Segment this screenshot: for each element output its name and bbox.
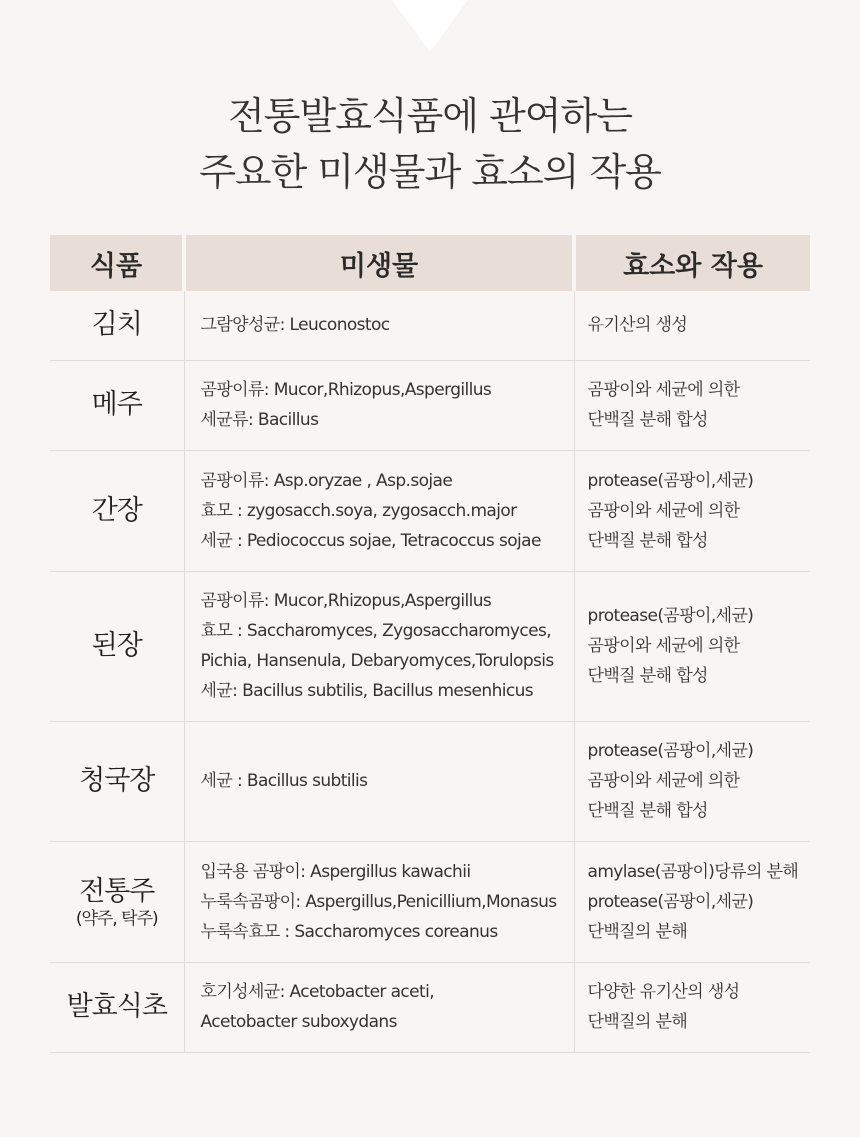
enzyme-line: amylase(곰팡이)당류의 분해	[587, 861, 799, 882]
enzyme-cell	[574, 571, 810, 721]
enzyme-line: protease(곰팡이,세균)	[587, 606, 754, 626]
enzyme-line: 단백질의 분해	[587, 1012, 688, 1032]
microbe-cell	[184, 571, 574, 721]
food-cell	[50, 450, 184, 571]
enzyme-line: 단백질 분해 합성	[587, 666, 708, 686]
microbe-line: 세균 : Pediococcus sojae, Tetracoccus sojae	[200, 530, 541, 551]
enzyme-cell	[574, 721, 810, 841]
microbe-line: 곰팡이류: Mucor,Rhizopus,Aspergillus	[200, 591, 492, 611]
food-name: 청국장	[79, 765, 155, 796]
microbe-line: 그람양성균: Leuconostoc	[200, 315, 390, 336]
table-header-row	[50, 235, 810, 291]
enzyme-line: 단백질 분해 합성	[587, 530, 708, 551]
table-row	[50, 962, 810, 1052]
enzyme-cell	[574, 291, 810, 360]
header-microbes: 미생물	[184, 235, 574, 291]
enzyme-line: 유기산의 생성	[587, 315, 688, 336]
food-cell	[50, 962, 184, 1052]
enzyme-cell	[574, 841, 810, 962]
food-cell	[50, 571, 184, 721]
fermentation-table	[50, 235, 810, 1053]
microbe-line: 누룩속곰팡이: Aspergillus,Penicillium,Monasus	[200, 891, 557, 912]
microbe-cell	[184, 721, 574, 841]
food-name: 김치	[91, 309, 142, 341]
table-row	[50, 360, 810, 450]
header-enzymes: 효소와 작용	[574, 235, 810, 291]
enzyme-line: 다양한 유기산의 생성	[587, 982, 740, 1002]
page-title	[0, 88, 860, 200]
top-notch-decoration	[392, 0, 468, 52]
table-row	[50, 841, 810, 962]
microbe-line: Pichia, Hansenula, Debaryomyces,Torulopsis	[200, 651, 554, 671]
microbe-line: 곰팡이류: Asp.oryzae , Asp.sojae	[200, 470, 453, 491]
table-row	[50, 571, 810, 721]
enzyme-cell	[574, 360, 810, 450]
enzyme-cell	[574, 962, 810, 1052]
table-row	[50, 721, 810, 841]
enzyme-line: 곰팡이와 세균에 의한	[587, 636, 740, 656]
microbe-line: 호기성세균: Acetobacter aceti,	[200, 982, 435, 1002]
table-row	[50, 450, 810, 571]
microbe-cell	[184, 841, 574, 962]
microbe-cell	[184, 291, 574, 360]
microbe-line: 효모 : zygosacch.soya, zygosacch.major	[200, 500, 517, 521]
food-cell	[50, 841, 184, 962]
food-name: 발효식초	[66, 991, 167, 1022]
microbe-line: 세균 : Bacillus subtilis	[200, 771, 368, 791]
header-food: 식품	[50, 235, 184, 291]
microbe-cell	[184, 360, 574, 450]
title-line-1: 전통발효식품에 관여하는	[228, 94, 632, 138]
food-cell	[50, 291, 184, 360]
enzyme-cell	[574, 450, 810, 571]
microbe-line: 입국용 곰팡이: Aspergillus kawachii	[200, 861, 471, 882]
enzyme-line: protease(곰팡이,세균)	[587, 741, 754, 761]
enzyme-line: 단백질 분해 합성	[587, 410, 708, 430]
microbe-line: 누룩속효모 : Saccharomyces coreanus	[200, 921, 498, 942]
enzyme-line: 단백질의 분해	[587, 921, 688, 942]
enzyme-line: 곰팡이와 세균에 의한	[587, 380, 740, 400]
microbe-cell	[184, 450, 574, 571]
microbe-cell	[184, 962, 574, 1052]
food-cell	[50, 360, 184, 450]
food-subtitle: (약주, 탁주)	[75, 908, 158, 929]
food-name: 메주	[91, 389, 142, 420]
microbe-line: 곰팡이류: Mucor,Rhizopus,Aspergillus	[200, 380, 492, 400]
food-cell	[50, 721, 184, 841]
microbe-line: 효모 : Saccharomyces, Zygosaccharomyces,	[200, 621, 552, 641]
enzyme-line: 곰팡이와 세균에 의한	[587, 771, 740, 791]
food-name: 된장	[91, 630, 142, 661]
table-row	[50, 291, 810, 360]
food-name: 전통주	[79, 875, 155, 907]
title-line-2: 주요한 미생물과 효소의 작용	[199, 150, 661, 194]
microbe-line: Acetobacter suboxydans	[200, 1012, 397, 1032]
enzyme-line: protease(곰팡이,세균)	[587, 470, 754, 491]
enzyme-line: 곰팡이와 세균에 의한	[587, 500, 740, 521]
microbe-line: 세균: Bacillus subtilis, Bacillus mesenhicus	[200, 681, 534, 701]
food-name: 간장	[91, 494, 142, 526]
enzyme-line: protease(곰팡이,세균)	[587, 891, 754, 912]
enzyme-line: 단백질 분해 합성	[587, 801, 708, 821]
microbe-line: 세균류: Bacillus	[200, 410, 319, 430]
